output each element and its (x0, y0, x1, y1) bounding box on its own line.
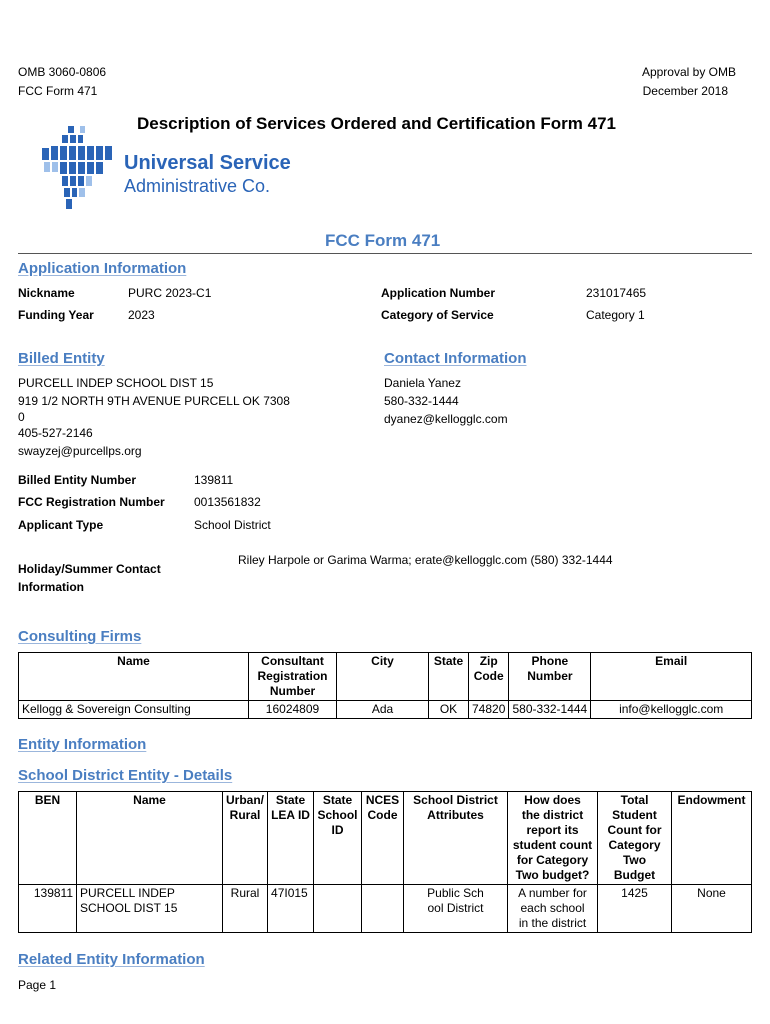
school-district-subsection-title: School District Entity - Details (18, 767, 233, 784)
school-district-table (18, 791, 752, 933)
col-city: City (337, 653, 429, 701)
logo-line-1: Universal Service (124, 152, 291, 174)
funding-year-label: Funding Year (18, 308, 94, 322)
category-value: Category 1 (586, 308, 645, 322)
billed-entity-email: swayzej@purcellps.org (18, 444, 142, 458)
entity-total-students: 1425 (598, 885, 672, 933)
contact-name: Daniela Yanez (384, 376, 461, 390)
category-label: Category of Service (381, 308, 494, 322)
col-student-count-method: How does the district report its student count for Category Two budget? (508, 792, 598, 885)
billed-entity-section-title: Billed Entity (18, 350, 105, 367)
col-entity-name: Name (77, 792, 223, 885)
entity-state-lea-id: 47I015 (268, 885, 314, 933)
col-endowment: Endowment (672, 792, 752, 885)
col-consultant-registration: Consultant Registration Number (249, 653, 337, 701)
ben-value: 139811 (194, 473, 234, 487)
entity-state-school-id (314, 885, 362, 933)
nickname-value: PURC 2023-C1 (128, 286, 212, 300)
col-nces-code: NCES Code (362, 792, 404, 885)
contact-section-title: Contact Information (384, 350, 527, 367)
logo-line-2: Administrative Co. (124, 176, 271, 196)
entity-attributes: Public Sch ool District (404, 885, 508, 933)
holiday-contact-label-line-1: Holiday/Summer Contact (18, 562, 161, 576)
col-name: Name (19, 653, 249, 701)
billed-entity-address-line-1: 919 1/2 NORTH 9TH AVENUE PURCELL OK 7308 (18, 394, 290, 408)
billed-entity-phone: 405-527-2146 (18, 426, 93, 440)
fcc-registration-label: FCC Registration Number (18, 495, 165, 509)
consultant-registration: 16024809 (249, 701, 337, 719)
entity-urban-rural: Rural (223, 885, 268, 933)
col-zip: Zip Code (469, 653, 509, 701)
consulting-section-title: Consulting Firms (18, 628, 142, 645)
fcc-registration-value: 0013561832 (194, 495, 261, 509)
col-district-attributes: School District Attributes (404, 792, 508, 885)
usac-logo-mark-icon (40, 126, 120, 212)
heading-divider (18, 253, 752, 254)
omb-number: OMB 3060-0806 (18, 65, 107, 79)
entity-section-title: Entity Information (18, 736, 147, 753)
form-date: December 2018 (642, 84, 728, 98)
col-email: Email (591, 653, 752, 701)
form-reference: FCC Form 471 (18, 84, 98, 98)
consultant-phone: 580-332-1444 (509, 701, 591, 719)
entity-nces-code (362, 885, 404, 933)
entity-ben: 139811 (19, 885, 77, 933)
col-ben: BEN (19, 792, 77, 885)
application-number-label: Application Number (381, 286, 496, 300)
consultant-state: OK (429, 701, 469, 719)
billed-entity-address-line-2: 0 (18, 410, 25, 424)
col-state-lea-id: State LEA ID (268, 792, 314, 885)
contact-phone: 580-332-1444 (384, 394, 459, 408)
consulting-firms-table (18, 652, 752, 719)
consultant-zip: 74820 (469, 701, 509, 719)
funding-year-value: 2023 (128, 308, 155, 322)
related-entity-section-title: Related Entity Information (18, 951, 205, 968)
applicant-type-label: Applicant Type (18, 518, 104, 532)
col-state: State (429, 653, 469, 701)
table-row (19, 885, 752, 933)
holiday-contact-value: Riley Harpole or Garima Warma; erate@kellogglc.com (580) 332-1444 (238, 553, 613, 567)
applicant-type-value: School District (194, 518, 271, 532)
col-urban-rural: Urban/ Rural (223, 792, 268, 885)
entity-header-row (19, 792, 752, 885)
application-number-value: 231017465 (586, 286, 647, 300)
consultant-email: info@kellogglc.com (591, 701, 752, 719)
page-title: Description of Services Ordered and Certification Form 471 (137, 114, 616, 133)
consultant-city: Ada (337, 701, 429, 719)
ben-label: Billed Entity Number (18, 473, 137, 487)
billed-entity-name: PURCELL INDEP SCHOOL DIST 15 (18, 376, 214, 390)
nickname-label: Nickname (18, 286, 75, 300)
usac-logo (40, 126, 291, 212)
table-row (19, 701, 752, 719)
form-heading: FCC Form 471 (325, 231, 441, 250)
entity-count-method: A number for each school in the district (508, 885, 598, 933)
holiday-contact-label-line-2: Information (18, 580, 84, 594)
omb-approval: Approval by OMB (641, 65, 736, 79)
entity-name: PURCELL INDEP SCHOOL DIST 15 (77, 885, 223, 933)
contact-email: dyanez@kellogglc.com (384, 412, 508, 426)
col-state-school-id: State School ID (314, 792, 362, 885)
page-number: Page 1 (18, 978, 57, 992)
consulting-header-row (19, 653, 752, 701)
col-phone: Phone Number (509, 653, 591, 701)
entity-endowment: None (672, 885, 752, 933)
col-total-student-count: Total Student Count for Category Two Budget (598, 792, 672, 885)
application-section-title: Application Information (18, 260, 187, 277)
consultant-name: Kellogg & Sovereign Consulting (19, 701, 249, 719)
